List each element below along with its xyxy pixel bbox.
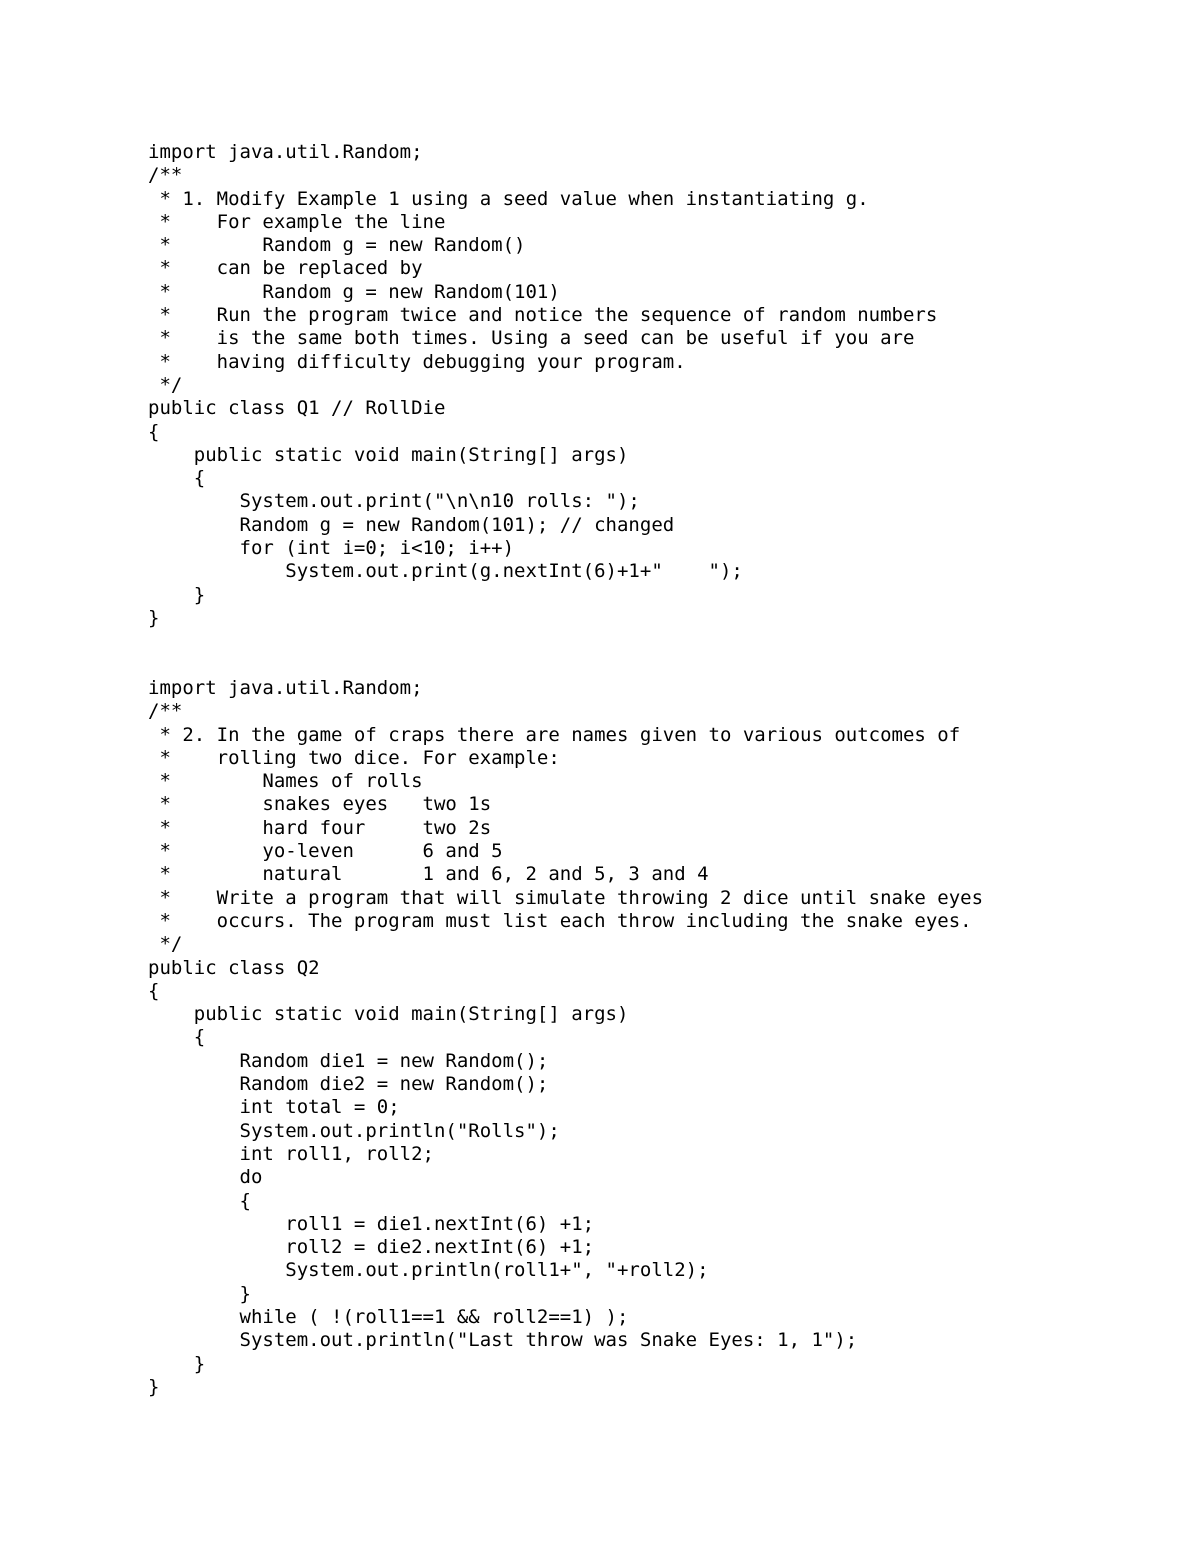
code-line: * natural 1 and 6, 2 and 5, 3 and 4 <box>148 863 709 886</box>
code-block-q1 <box>148 141 937 630</box>
code-line: * Random g = new Random(101) <box>148 280 560 303</box>
code-line: while ( !(roll1==1 && roll2==1) ); <box>148 1306 629 1329</box>
code-line: /** <box>148 164 183 187</box>
code-line: public class Q1 // RollDie <box>148 397 446 420</box>
code-line: Random die2 = new Random(); <box>148 1073 549 1096</box>
code-line: Random die1 = new Random(); <box>148 1049 549 1072</box>
code-line: * Names of rolls <box>148 770 423 793</box>
code-line: public static void main(String[] args) <box>148 443 629 466</box>
code-line: { <box>148 467 206 490</box>
code-line: */ <box>148 373 183 396</box>
code-line: * hard four two 2s <box>148 816 492 839</box>
code-line: System.out.println("Rolls"); <box>148 1119 560 1142</box>
code-line: } <box>148 1375 160 1398</box>
code-line: * Run the program twice and notice the sequence of random numbers <box>148 304 938 327</box>
code-line: * occurs. The program must list each throw including the snake eyes. <box>148 909 972 932</box>
code-line: * yo-leven 6 and 5 <box>148 840 503 863</box>
code-line: for (int i=0; i<10; i++) <box>148 537 515 560</box>
code-line: */ <box>148 933 183 956</box>
code-line: System.out.print("\n\n10 rolls: "); <box>148 490 640 513</box>
code-line: * 2. In the game of craps there are names given to various outcomes of <box>148 723 961 746</box>
code-line: roll2 = die2.nextInt(6) +1; <box>148 1236 595 1259</box>
code-line: } <box>148 583 206 606</box>
code-line: System.out.println(roll1+", "+roll2); <box>148 1259 709 1282</box>
code-line: * Write a program that will simulate throwing 2 dice until snake eyes <box>148 886 984 909</box>
code-line: System.out.print(g.nextInt(6)+1+" "); <box>148 560 743 583</box>
code-line: do <box>148 1166 263 1189</box>
code-line: int total = 0; <box>148 1096 400 1119</box>
code-line: * rolling two dice. For example: <box>148 746 560 769</box>
code-line: { <box>148 1189 251 1212</box>
code-line: * 1. Modify Example 1 using a seed value when instantiating g. <box>148 187 869 210</box>
code-line: /** <box>148 700 183 723</box>
code-line: import java.util.Random; <box>148 677 423 699</box>
code-line: roll1 = die1.nextInt(6) +1; <box>148 1212 595 1235</box>
code-line: * having difficulty debugging your program. <box>148 350 686 373</box>
code-line: * Random g = new Random() <box>148 234 526 257</box>
code-line: { <box>148 979 160 1002</box>
code-line: System.out.println("Last throw was Snake Eyes: 1, 1"); <box>148 1329 858 1352</box>
code-line: Random g = new Random(101); // changed <box>148 513 675 536</box>
code-line: * is the same both times. Using a seed can be useful if you are <box>148 327 915 350</box>
code-line: { <box>148 1026 206 1049</box>
code-line: * For example the line <box>148 210 446 233</box>
code-line: public static void main(String[] args) <box>148 1003 629 1026</box>
code-line: } <box>148 1352 206 1375</box>
code-line: import java.util.Random; <box>148 141 423 163</box>
code-line: public class Q2 <box>148 956 320 979</box>
code-line: } <box>148 1282 251 1305</box>
code-line: } <box>148 606 160 629</box>
code-line: int roll1, roll2; <box>148 1142 434 1165</box>
code-line: * snakes eyes two 1s <box>148 793 492 816</box>
code-line: * can be replaced by <box>148 257 423 280</box>
code-line: { <box>148 420 160 443</box>
code-block-q2 <box>148 677 983 1399</box>
